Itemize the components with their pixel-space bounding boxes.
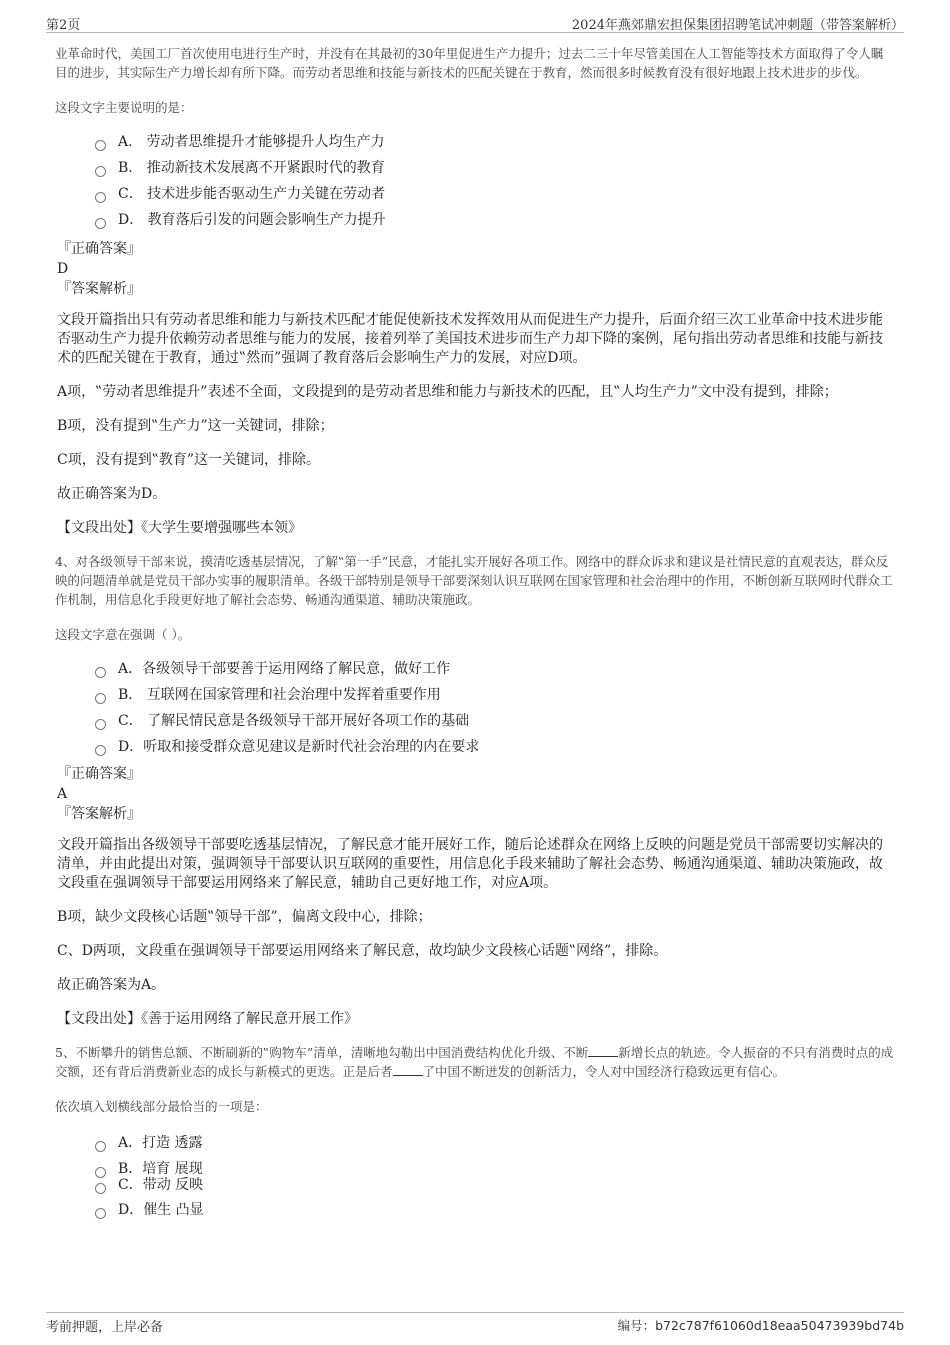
q4-analysis-p2: B项，缺少文段核心话题‟领导干部”，偏离文段中心，排除； <box>57 909 432 925</box>
q4-option-a[interactable]: A．各级领导干部要善于运用网络了解民意，做好工作 <box>95 656 895 682</box>
radio-icon[interactable] <box>95 1167 106 1178</box>
q3-option-c[interactable]: C． 技术进步能否驱动生产力关键在劳动者 <box>95 181 895 207</box>
footer-slogan: 考前押题，上岸必备 <box>46 1320 164 1335</box>
page-content <box>55 44 895 1223</box>
q5-passage-part1: 5、不断攀升的销售总额、不断刷新的‟购物车”清单，清晰地勾勒出中国消费结构优化升级、不断 <box>55 1045 589 1060</box>
q5-options <box>95 1130 895 1223</box>
q5-blank-1 <box>588 1044 618 1057</box>
page-footer <box>46 1312 904 1333</box>
q3-option-d[interactable]: D． 教育落后引发的问题会影响生产力提升 <box>95 207 895 233</box>
q3-option-a[interactable]: A． 劳动者思维提升才能够提升人均生产力 <box>95 129 895 155</box>
q4-stem: 这段文字意在强调（ ）。 <box>55 627 191 642</box>
q4-answer: A <box>57 786 68 802</box>
q5-option-c[interactable]: C．带动 反映 <box>95 1177 895 1193</box>
q5-passage-part2: 新增长点的轨迹。令人振奋的不只有消费时点的成交额，还有背后消费新业态的成长与新模式的更迭。正是后者 <box>55 1045 894 1079</box>
q3-option-b[interactable]: B． 推动新技术发展离不开紧跟时代的教育 <box>95 155 895 181</box>
radio-icon[interactable] <box>95 693 106 704</box>
q3-analysis-p5: 故正确答案为D。 <box>57 486 167 502</box>
q3-analysis-p3: B项，没有提到‟生产力”这一关键词，排除； <box>57 418 334 434</box>
q3-source: 【文段出处】《大学生要增强哪些本领》 <box>57 520 302 536</box>
q3-answer-label: 『正确答案』 <box>57 241 141 257</box>
radio-icon[interactable] <box>95 192 106 203</box>
q4-option-b[interactable]: B． 互联网在国家管理和社会治理中发挥着重要作用 <box>95 682 895 708</box>
q5-passage <box>55 1043 895 1081</box>
q3-analysis-label: 『答案解析』 <box>57 281 141 297</box>
q3-analysis-p4: C项，没有提到‟教育”这一关键词，排除。 <box>57 452 321 468</box>
q5-passage-part3: 了中国不断迸发的创新活力，令人对中国经济行稳致远更有信心。 <box>422 1064 786 1079</box>
q4-source: 【文段出处】《善于运用网络了解民意开展工作》 <box>57 1011 358 1027</box>
q4-analysis-label: 『答案解析』 <box>57 806 141 822</box>
radio-icon[interactable] <box>95 166 106 177</box>
document-title: 2024年燕郊鼎宏担保集团招聘笔试冲刺题（带答案解析） <box>571 18 904 33</box>
q4-option-d[interactable]: D．听取和接受群众意见建议是新时代社会治理的内在要求 <box>95 734 895 760</box>
q3-passage: 业革命时代，美国工厂首次使用电进行生产时，并没有在其最初的30年里促进生产力提升；过去二三十年尽管美国在人工智能等技术方面取得了令人瞩目的进步，其实际生产力增长却有所下降。而劳动者思维和技能与新技术的匹配关键在于教育，然而很多时候教育没有很好地跟上技术进步的步伐。 <box>55 46 884 80</box>
q3-analysis-p2: A项，‟劳动者思维提升”表述不全面，文段提到的是劳动者思维和能力与新技术的匹配，且‟人均生产力”文中没有提到，排除； <box>57 384 838 400</box>
q3-options <box>95 129 895 233</box>
q4-answer-label: 『正确答案』 <box>57 766 141 782</box>
q3-answer: D <box>57 261 69 277</box>
q5-blank-2 <box>393 1063 423 1076</box>
radio-icon[interactable] <box>95 745 106 756</box>
code-value: b72c787f61060d18eaa50473939bd74b <box>655 1318 904 1333</box>
q4-analysis-p4: 故正确答案为A。 <box>57 977 166 993</box>
code-label: 编号： <box>617 1318 656 1333</box>
radio-icon[interactable] <box>95 667 106 678</box>
question-5 <box>55 1043 895 1223</box>
q3-analysis-p1: 文段开篇指出只有劳动者思维和能力与新技术匹配才能促使新技术发挥效用从而促进生产力提升，后面介绍三次工业革命中技术进步能否驱动生产力提升依赖劳动者思维与能力的发展，接着列举了美国技术进步而生产力却下降的案例，尾句指出劳动者思维和技能与新技术的匹配关键在于教育，通过‟然而”强调了教育落后会影响生产力的发展，对应D项。 <box>57 312 883 366</box>
radio-icon[interactable] <box>95 1208 106 1219</box>
q5-option-a[interactable]: A．打造 透露 <box>95 1130 895 1156</box>
question-4 <box>55 552 895 1029</box>
radio-icon[interactable] <box>95 1183 106 1194</box>
page-header <box>46 12 904 33</box>
radio-icon[interactable] <box>95 719 106 730</box>
q4-passage: 4、对各级领导干部来说，摸清吃透基层情况，了解‟第一手”民意，才能扎实开展好各项工作。网络中的群众诉求和建议是社情民意的直观表达，群众反映的问题清单就是党员干部办实事的履职清单。各级干部特别是领导干部要深刻认识互联网在国家管理和社会治理中的作用，不断创新互联网时代群众工作机制，用信息化手段更好地了解社会态势、畅通沟通渠道、辅助决策施政。 <box>55 554 893 607</box>
radio-icon[interactable] <box>95 1141 106 1152</box>
radio-icon[interactable] <box>95 140 106 151</box>
q5-option-b[interactable]: B．培育 展现 <box>95 1161 895 1177</box>
q4-analysis-p1: 文段开篇指出各级领导干部要吃透基层情况，了解民意才能开展好工作，随后论述群众在网络上反映的问题是党员干部需要切实解决的清单，并由此提出对策，强调领导干部要认识互联网的重要性，用信息化手段来辅助了解社会态势、畅通沟通渠道、辅助决策施政，故文段重在强调领导干部要运用网络来了解民意，辅助自己更好地工作，对应A项。 <box>57 837 883 891</box>
q5-stem: 依次填入划横线部分最恰当的一项是： <box>55 1099 268 1114</box>
q4-options <box>95 656 895 760</box>
question-3 <box>55 44 895 538</box>
q3-stem: 这段文字主要说明的是： <box>55 100 193 115</box>
document-code <box>618 1316 904 1334</box>
radio-icon[interactable] <box>95 218 106 229</box>
page-number: 第2页 <box>46 18 81 33</box>
q4-option-c[interactable]: C． 了解民情民意是各级领导干部开展好各项工作的基础 <box>95 708 895 734</box>
q4-analysis-p3: C、D两项，文段重在强调领导干部要运用网络来了解民意，故均缺少文段核心话题‟网络”，排除。 <box>57 943 668 959</box>
q5-option-d[interactable]: D．催生 凸显 <box>95 1197 895 1223</box>
